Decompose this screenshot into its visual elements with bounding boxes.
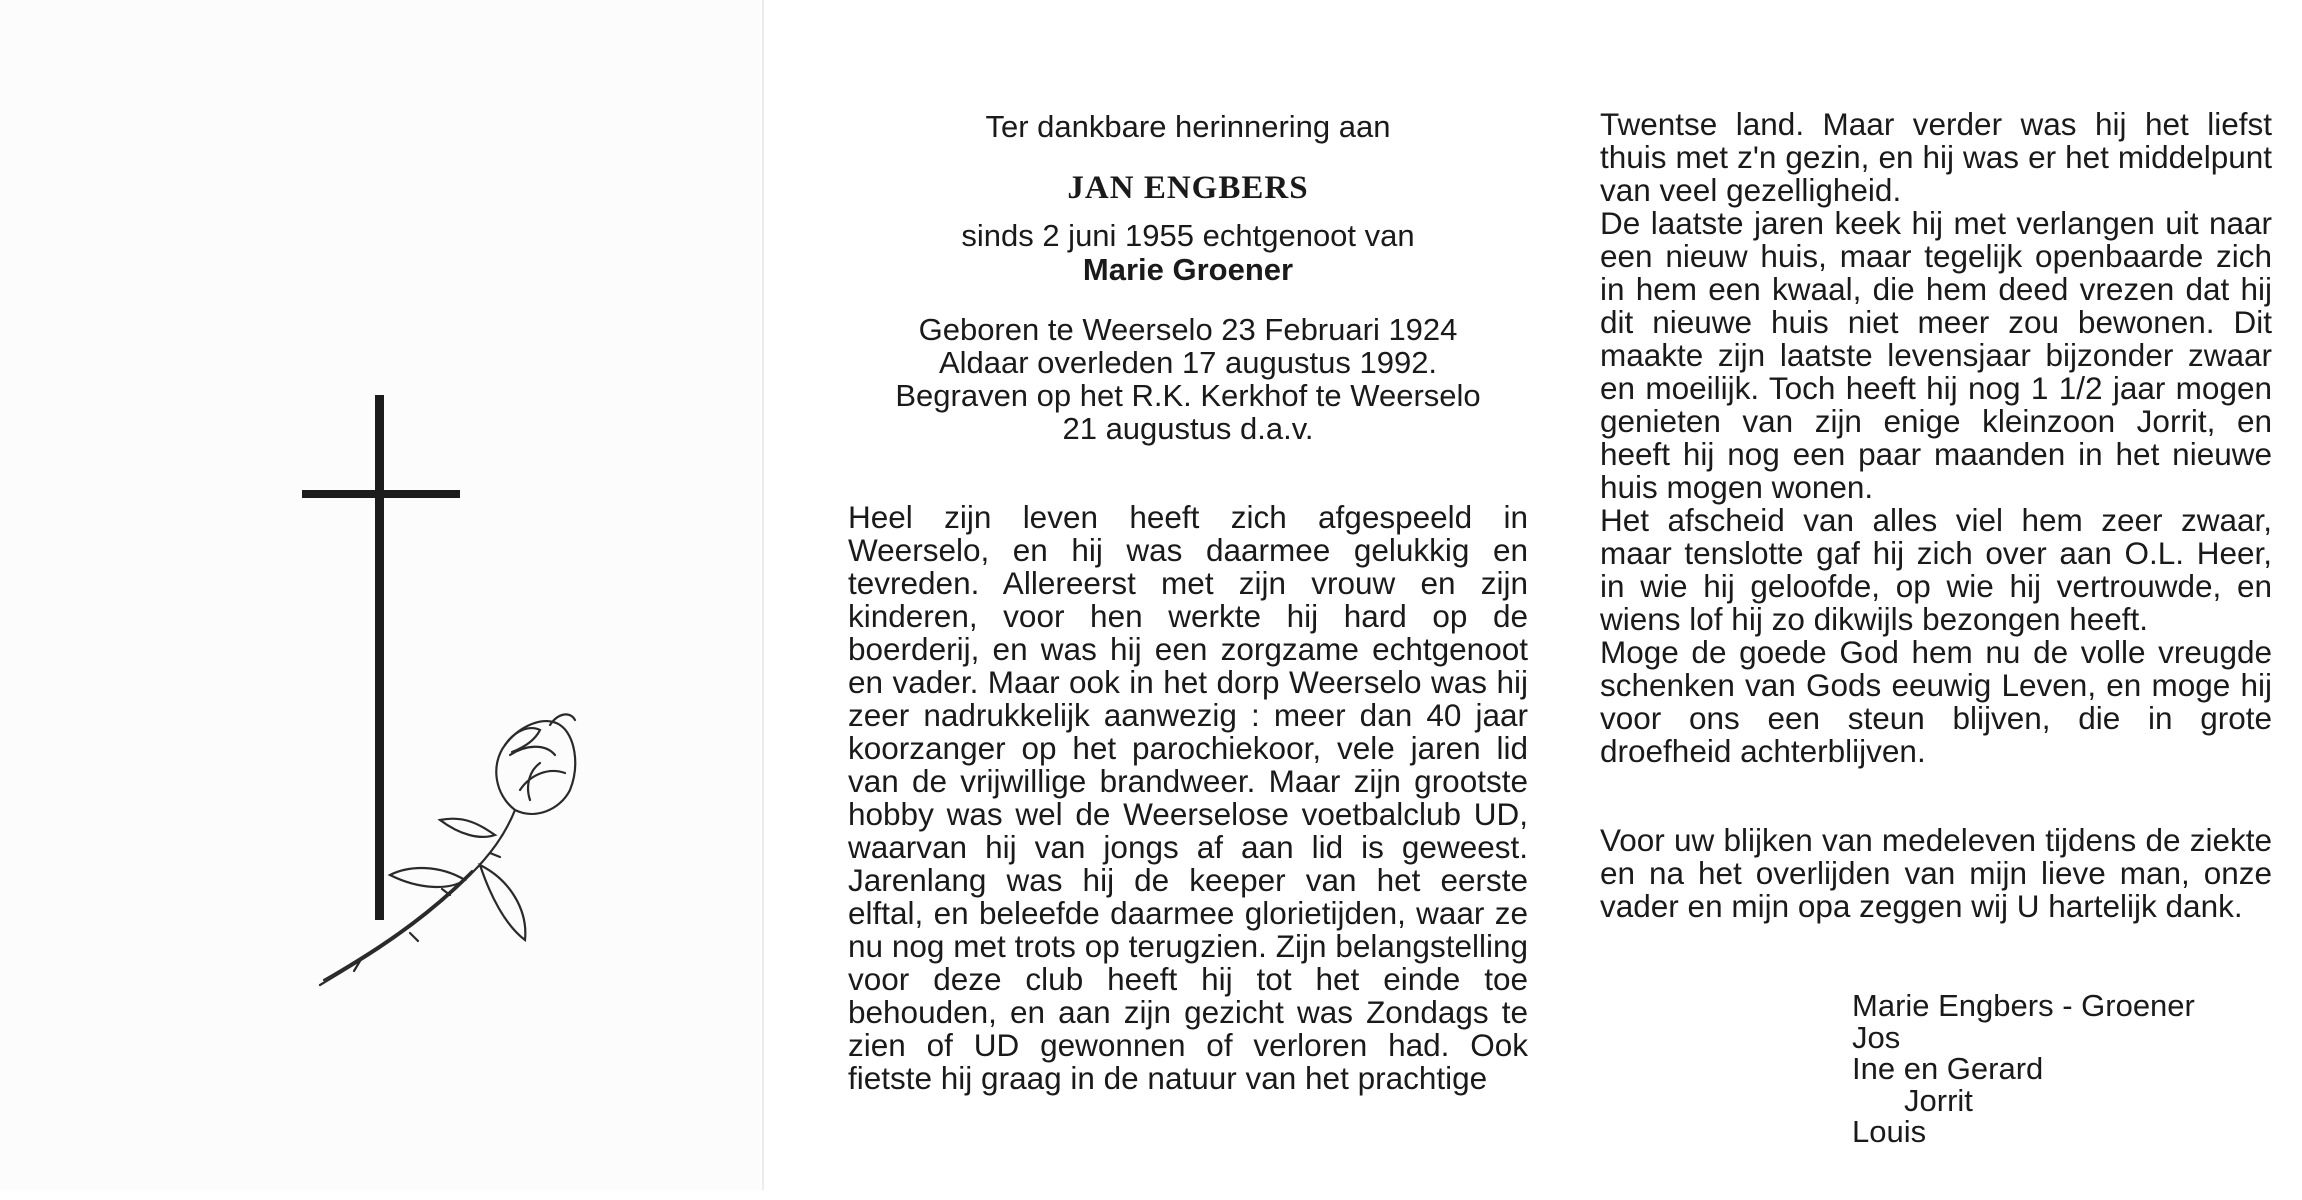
rose-icon [320, 714, 575, 985]
signature-line: Jos [1852, 1019, 1901, 1055]
biography-part-2: Twentse land. Maar verder was hij het liefst thuis met z'n gezin, en hij was er het middelpunt van veel gezelligheid. [1600, 106, 2272, 208]
spouse-name: Marie Groener [1082, 252, 1294, 287]
signature-line: Marie Engbers - Groener [1852, 988, 2195, 1023]
prayer: Moge de goede God hem nu de volle vreugde schenken van Gods eeuwig Leven, en moge hij voor ons een steun blijven, die in grote droefheid achterblijven. [1600, 634, 2272, 769]
signature-line: Louis [1852, 1114, 1927, 1149]
burial-line: Begraven op het R.K. Kerkhof te Weerselo [895, 378, 1481, 413]
card-fold [762, 0, 764, 1190]
front-panel [0, 0, 760, 1190]
signature-line: Jorrit [1904, 1082, 1973, 1118]
right-column [1600, 108, 2272, 923]
biography-part-1: Heel zijn leven heeft zich afgespeeld in Weerselo, en hij was daarmee gelukkig en tevreden. Allereerst met zijn vrouw en zijn kinderen, voor hen werkte hij hard op de boerderij, en was hij een zorgzame echtgenoot en vader. Maar ook in het dorp Weerselo was hij zeer nadrukkelijk aanwezig : meer dan 40 jaar koorzanger op het parochiekoor, vele jaren lid van de vrijwillige brandweer. Maar zijn grootste hobby was wel de Weerselose voetbalclub UD, waarvan hij van jongs af aan lid is geweest. Jarenlang was hij de keeper van het eerste elftal, en beleefde daarmee glorietijden, waar ze nu nog met trots op terugzien. Zijn belangstelling voor deze club heeft hij tot het einde toe behouden, en aan zijn gezicht was Zondags te zien of UD gewonnen of verloren had. Ook fietste hij graag in de natuur van het prachtige [848, 499, 1528, 1096]
death-line: Aldaar overleden 17 augustus 1992. [938, 345, 1438, 380]
cross-and-rose [290, 395, 590, 1005]
middle-column [848, 108, 1528, 1095]
cross-icon [302, 395, 460, 920]
signatures [1852, 990, 2195, 1148]
burial-date: 21 augustus d.a.v. [1062, 411, 1314, 446]
married-line: sinds 2 juni 1955 echtgenoot van [961, 218, 1415, 253]
biography-part-3: De laatste jaren keek hij met verlangen uit naar een nieuw huis, maar tegelijk openbaarde zich in hem een kwaal, die hem deed vrezen dat hij dit nieuwe huis niet meer zou bewonen. Dit maakte zijn laatste levensjaar bijzonder zwaar en moeilijk. Toch heeft hij nog 1 1/2 jaar mogen genieten van zijn enige kleinzoon Jorrit, en heeft hij nog een paar maanden in het nieuwe huis mogen wonen. [1600, 205, 2272, 505]
deceased-name: JAN ENGBERS [1067, 170, 1309, 206]
thanks-message: Voor uw blijken van medeleven tijdens de ziekte en na het overlijden van mijn lieve man, onze vader en mijn opa zeggen wij U hartelijk dank. [1600, 822, 2272, 924]
biography-part-4: Het afscheid van alles viel hem zeer zwaar, maar tenslotte gaf hij zich over aan O.L. Heer, in wie hij geloofde, op wie hij vertrouwde, en wiens lof hij zo dikwijls bezongen heeft. [1600, 502, 2272, 637]
birth-line: Geboren te Weerselo 23 Februari 1924 [918, 312, 1458, 347]
life-dates [848, 313, 1528, 445]
intro-line: Ter dankbare herinnering aan [985, 109, 1391, 144]
signature-line: Ine en Gerard [1852, 1051, 2044, 1086]
